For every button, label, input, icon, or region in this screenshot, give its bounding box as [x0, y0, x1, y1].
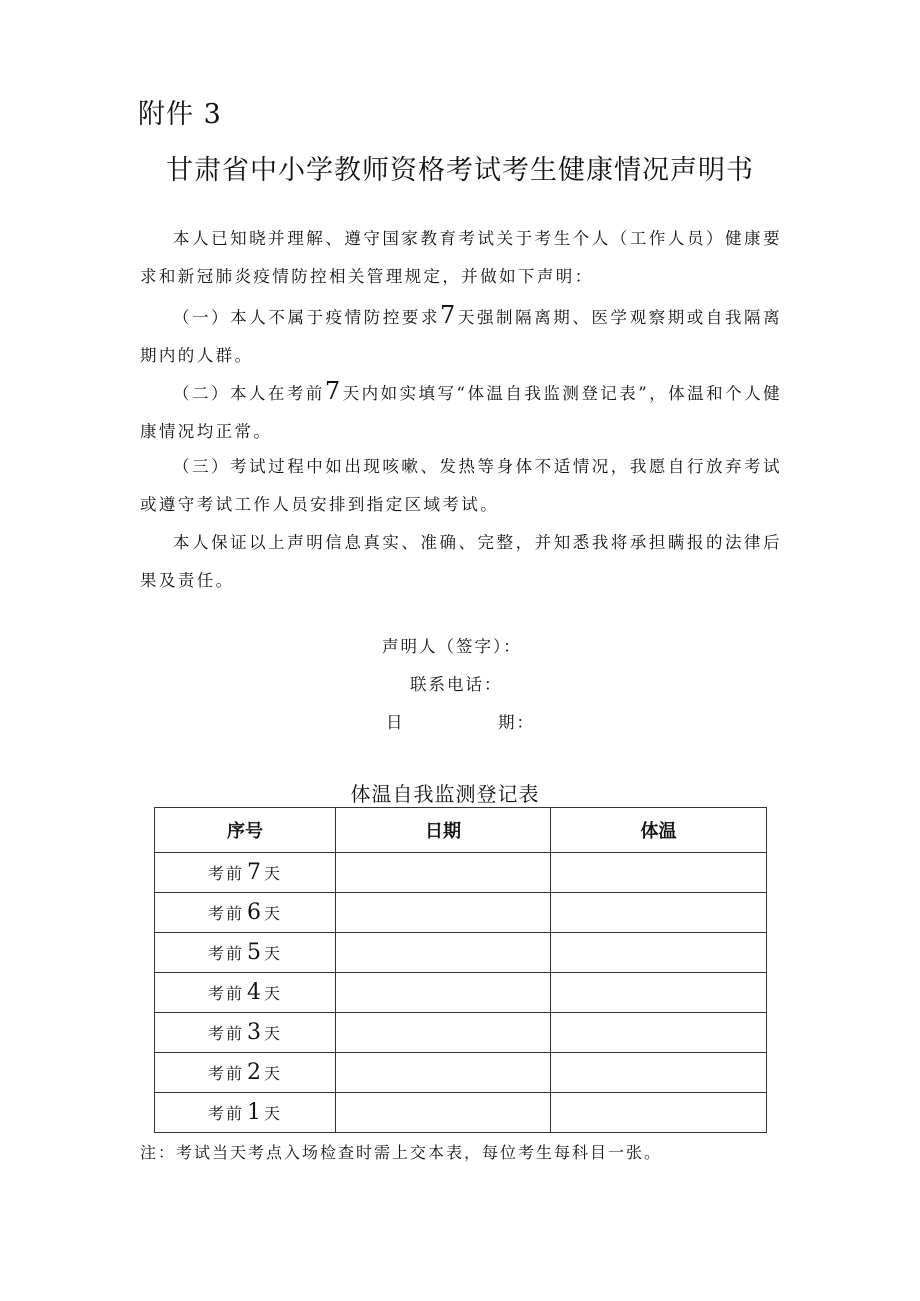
item1-text-a: （一）本人不属于疫情防控要求: [173, 308, 441, 327]
declaration-item-2: [140, 372, 782, 451]
intro-text: 本人已知晓并理解、遵守国家教育考试关于考生个人（工作人员）健康要求和新冠肺炎疫情防控相关管理规定，并做如下声明：: [140, 229, 782, 286]
signature-phone-label: 联系电话：: [410, 675, 503, 694]
table-row: [155, 933, 767, 973]
date-cell[interactable]: [336, 1013, 551, 1053]
row-suffix: 天: [264, 864, 283, 883]
date-cell[interactable]: [336, 933, 551, 973]
table-row: [155, 1053, 767, 1093]
temperature-cell[interactable]: [551, 853, 767, 893]
date-cell[interactable]: [336, 893, 551, 933]
item1-text-b: 天强制隔离期、医学观察期或自我隔离期内的人群。: [140, 308, 782, 365]
row-day-number: 1: [247, 1100, 261, 1125]
row-prefix: 考前: [207, 1064, 244, 1083]
date-cell[interactable]: [336, 973, 551, 1013]
row-prefix: 考前: [207, 864, 244, 883]
row-prefix: 考前: [207, 1104, 244, 1123]
guarantee-text: 本人保证以上声明信息真实、准确、完整，并知悉我将承担瞒报的法律后果及责任。: [140, 533, 782, 590]
temperature-log-table: [154, 807, 767, 1133]
row-day-number: 5: [247, 940, 261, 965]
temperature-cell[interactable]: [551, 933, 767, 973]
declaration-item-3: [140, 448, 782, 524]
table-row: [155, 973, 767, 1013]
header-temp: 体温: [551, 808, 767, 853]
temperature-cell[interactable]: [551, 893, 767, 933]
signature-name-label: 声明人（签字）：: [382, 637, 522, 656]
footnote: 注：考试当天考点入场检查时需上交本表，每位考生每科目一张。: [140, 1143, 663, 1162]
row-suffix: 天: [264, 904, 283, 923]
row-label: [155, 973, 336, 1013]
temperature-cell[interactable]: [551, 973, 767, 1013]
attachment-label: 附件 3: [138, 99, 222, 130]
row-day-number: 6: [247, 900, 261, 925]
row-prefix: 考前: [207, 1024, 244, 1043]
table-title: 体温自我监测登记表: [350, 782, 540, 806]
declaration-item-1: [140, 296, 782, 375]
row-day-number: 3: [247, 1020, 261, 1045]
temperature-cell[interactable]: [551, 1053, 767, 1093]
temperature-cell[interactable]: [551, 1013, 767, 1053]
signature-date-label-day: 日: [386, 713, 405, 732]
row-label: [155, 933, 336, 973]
date-cell[interactable]: [336, 1093, 551, 1133]
row-prefix: 考前: [207, 944, 244, 963]
row-prefix: 考前: [207, 984, 244, 1003]
row-suffix: 天: [264, 1104, 283, 1123]
header-date: 日期: [336, 808, 551, 853]
date-cell[interactable]: [336, 1053, 551, 1093]
row-suffix: 天: [264, 1024, 283, 1043]
row-label: [155, 1013, 336, 1053]
item2-text-b: 天内如实填写“体温自我监测登记表”，体温和个人健康情况均正常。: [140, 384, 782, 441]
row-suffix: 天: [264, 984, 283, 1003]
header-seq: 序号: [155, 808, 336, 853]
table-row: [155, 1013, 767, 1053]
item2-text-a: （二）本人在考前: [173, 384, 325, 403]
signature-date-label-period: 期：: [498, 713, 535, 732]
declaration-guarantee: [140, 524, 782, 600]
row-label: [155, 893, 336, 933]
row-suffix: 天: [264, 944, 283, 963]
table-row: [155, 893, 767, 933]
item1-number: 7: [440, 301, 458, 329]
temperature-cell[interactable]: [551, 1093, 767, 1133]
row-day-number: 7: [247, 860, 261, 885]
table-row: [155, 853, 767, 893]
table-body: [155, 853, 767, 1133]
table-header-row: [155, 808, 767, 853]
row-day-number: 2: [247, 1060, 261, 1085]
item3-text: （三）考试过程中如出现咳嗽、发热等身体不适情况，我愿自行放弃考试或遵守考试工作人员安排到指定区域考试。: [140, 457, 782, 514]
item2-number: 7: [324, 377, 343, 405]
row-suffix: 天: [264, 1064, 283, 1083]
row-label: [155, 1053, 336, 1093]
row-prefix: 考前: [207, 904, 244, 923]
table-row: [155, 1093, 767, 1133]
date-cell[interactable]: [336, 853, 551, 893]
document-title: 甘肃省中小学教师资格考试考生健康情况声明书: [166, 155, 754, 186]
declaration-intro: [140, 220, 782, 296]
row-day-number: 4: [247, 980, 261, 1005]
row-label: [155, 853, 336, 893]
row-label: [155, 1093, 336, 1133]
